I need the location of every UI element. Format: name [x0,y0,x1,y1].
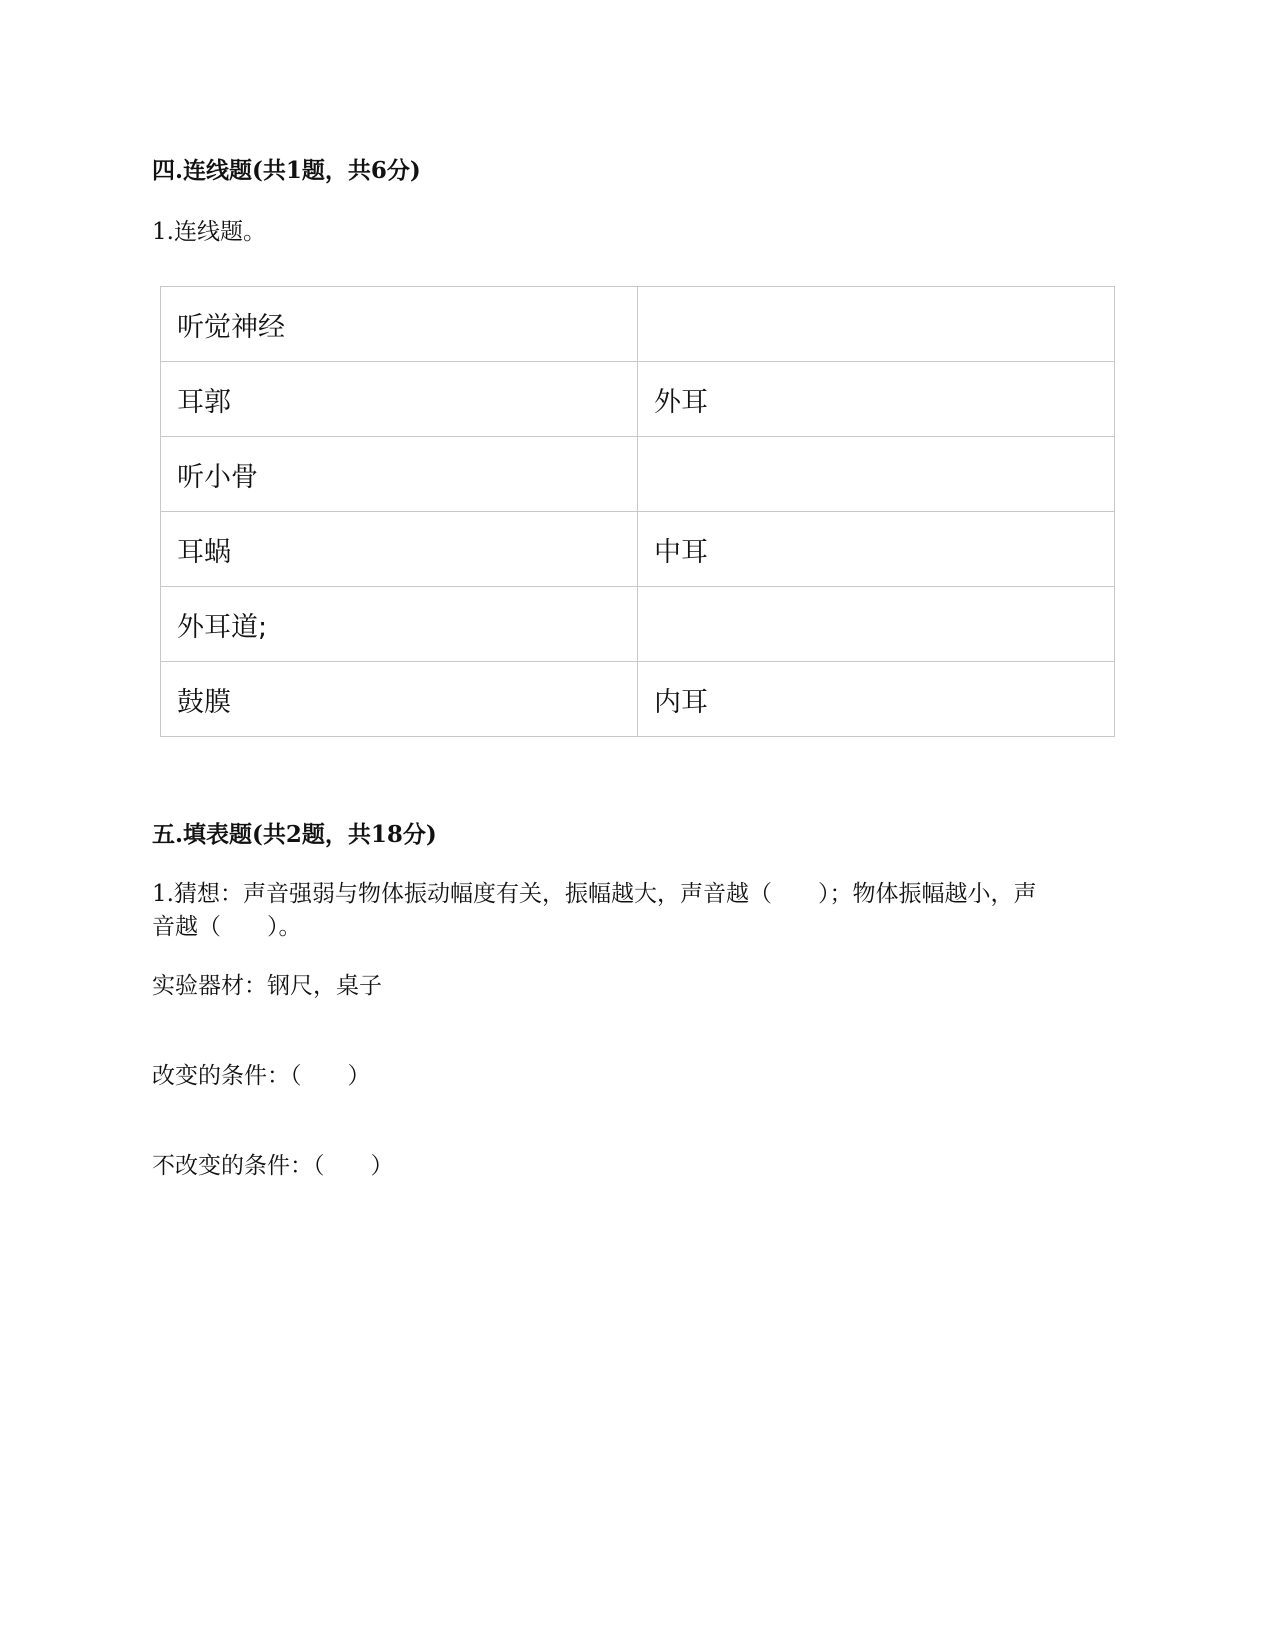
unchanged-condition-line: 不改变的条件：（ ） [152,1153,394,1179]
table-cell-right [638,437,1115,512]
table-cell-left: 外耳道; [161,587,638,662]
table-cell-left: 耳蜗 [161,512,638,587]
section-4-question: 1.连线题。 [152,219,266,245]
table-row [161,437,1115,512]
matching-table [160,286,1115,737]
materials-line: 实验器材：钢尺，桌子 [152,973,382,999]
section-5-question-line-2: 音越（ ）。 [152,914,302,940]
table-cell-left: 耳郭 [161,362,638,437]
table-row [161,287,1115,362]
table-cell-left: 听觉神经 [161,287,638,362]
table-row [161,587,1115,662]
table-row [161,662,1115,737]
table-cell-right [638,587,1115,662]
section-5-question-line-1: 1.猜想：声音强弱与物体振动幅度有关，振幅越大，声音越（ ）；物体振幅越小，声 [152,881,1037,907]
table-cell-left: 听小骨 [161,437,638,512]
table-row [161,512,1115,587]
changed-condition-line: 改变的条件：（ ） [152,1063,371,1089]
table-cell-right: 内耳 [638,662,1115,737]
table-cell-right: 外耳 [638,362,1115,437]
table-cell-right: 中耳 [638,512,1115,587]
table-cell-left: 鼓膜 [161,662,638,737]
section-4-title: 四.连线题(共1题，共6分) [152,157,421,184]
table-row [161,362,1115,437]
table-cell-right [638,287,1115,362]
section-5-title: 五.填表题(共2题，共18分) [152,821,437,848]
